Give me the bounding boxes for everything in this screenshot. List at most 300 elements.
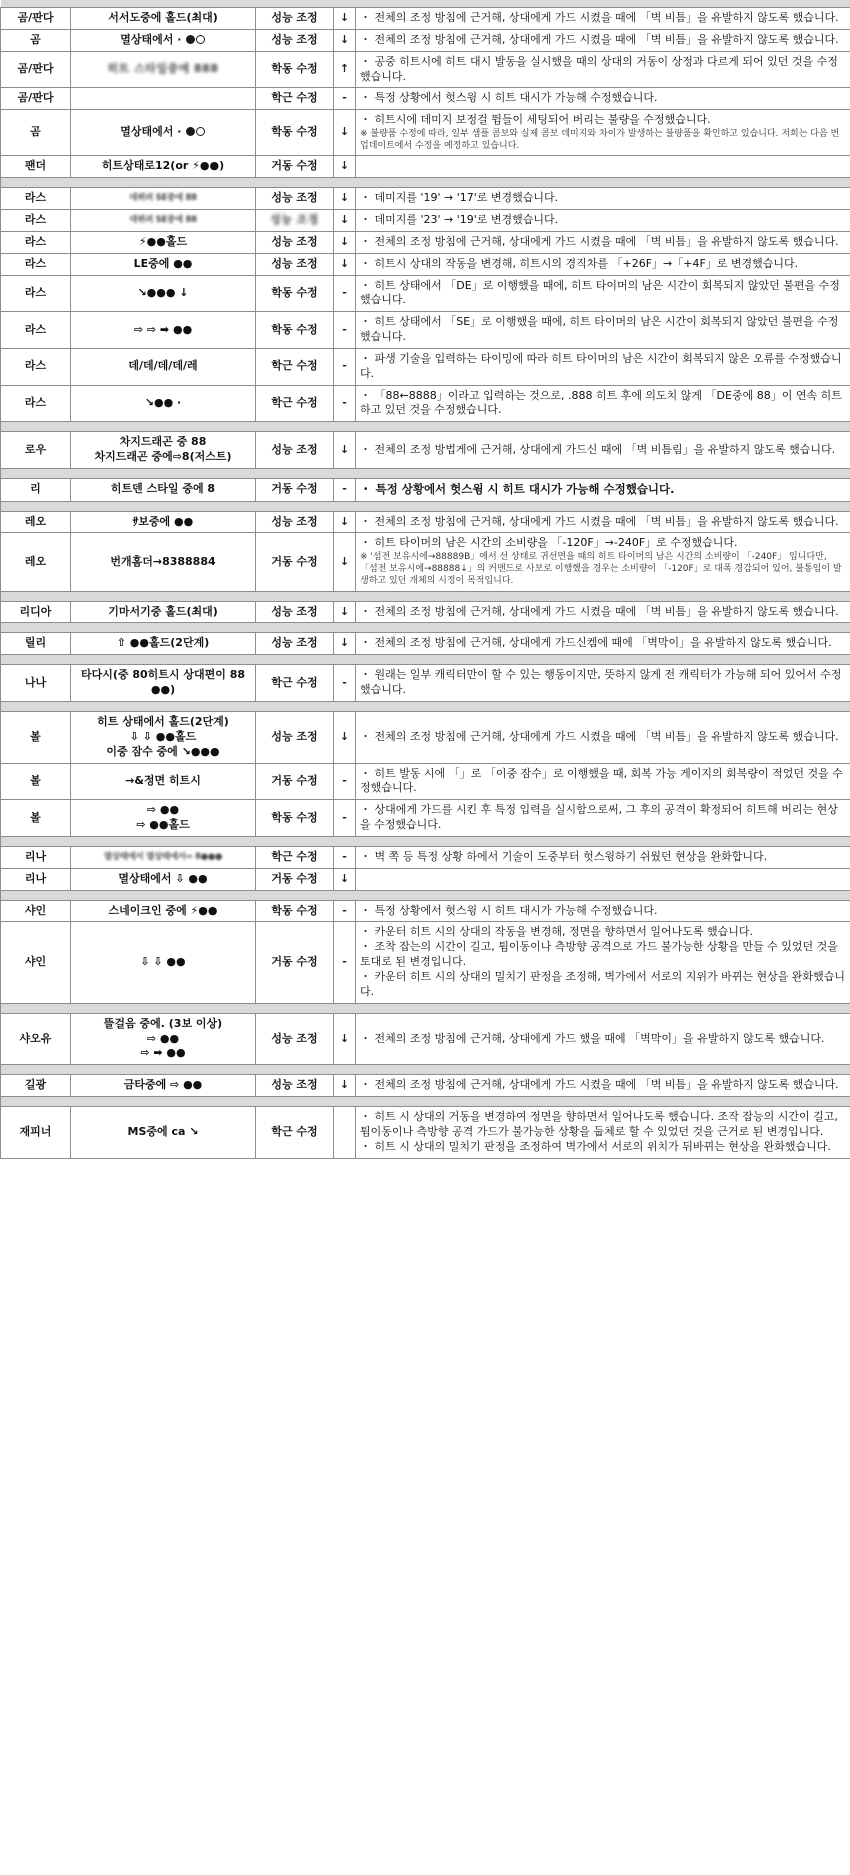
move-command-cell <box>71 511 256 533</box>
description-line: ・ 전체의 조정 방침에 근거해, 상대에게 가드 시켰을 때에 「벽 비틈」을 유발하지 않도록 했습니다. <box>360 11 839 24</box>
table-row <box>1 88 850 110</box>
table-row <box>1 846 850 868</box>
character-name-cell: 팬더 <box>1 156 71 178</box>
move-command-text: 타다시(중 80히트시 상대편이 88 ●●) <box>80 668 246 697</box>
change-description-cell <box>356 800 850 837</box>
move-command-text: 히트덴 스타일 중에 8 <box>110 482 216 496</box>
character-name-cell: 라스 <box>1 312 71 349</box>
section-divider <box>1 702 850 712</box>
character-name-cell: 곰/판다 <box>1 8 71 30</box>
section-divider <box>1 655 850 665</box>
character-name-cell: 나나 <box>1 665 71 702</box>
table-row <box>1 188 850 210</box>
section-divider <box>1 1097 850 1107</box>
move-command-text: 차지드래곤 중 88 <box>119 435 207 449</box>
change-direction-icon: ↓ <box>334 868 356 890</box>
character-name-cell: 샤인 <box>1 922 71 1003</box>
table-row <box>1 763 850 800</box>
change-description-cell <box>356 188 850 210</box>
move-command-text: 멸상태에서 · <box>120 32 182 46</box>
adjustment-type-text: 성능 조정 <box>271 191 318 205</box>
description-line: ・ 데미지를 '19' → '17'로 변경했습니다. <box>360 191 559 205</box>
move-command-cell <box>71 800 256 837</box>
section-divider <box>1 623 850 633</box>
change-direction-icon: - <box>334 665 356 702</box>
adjustment-type-cell <box>256 432 334 469</box>
change-description-cell <box>356 533 850 591</box>
move-command-cell <box>71 51 256 88</box>
move-command-cell <box>71 156 256 178</box>
move-command-text: 멸상태에서 ⇩ ●● <box>118 871 208 885</box>
move-command-text: 뜰걸음 중에. (3보 이상) <box>103 1016 223 1030</box>
change-description-cell <box>356 868 850 890</box>
table-row <box>1 156 850 178</box>
change-description-cell <box>356 846 850 868</box>
adjustment-type-cell <box>256 868 334 890</box>
section-divider <box>1 178 850 188</box>
character-name-cell: 길광 <box>1 1075 71 1097</box>
move-command-text: ⇩ ⇩ ●● <box>140 955 186 969</box>
adjustment-type-cell <box>256 348 334 385</box>
description-line: ・ 히트 타이머의 남은 시간의 소비량을 「-120F」→-240F」로 수정했습니다. <box>360 536 738 550</box>
description-line: ・ 히트시에 데미지 보정걸 뜀들이 세팅되어 버리는 불량을 수정했습니다. <box>360 113 711 127</box>
adjustment-type-cell <box>256 665 334 702</box>
character-name-cell: 리 <box>1 479 71 502</box>
description-line: ・ 전체의 조정 방침에 근거해, 상대에게 가드 시켰을 때에 「벽 비틈」을 유발하지 않도록 했습니다. <box>360 729 839 743</box>
move-command-cell <box>71 633 256 655</box>
move-command-text: MS중에 ca ↘ <box>127 1124 199 1138</box>
table-row <box>1 29 850 51</box>
change-description-cell <box>356 900 850 922</box>
move-command-cell <box>71 533 256 591</box>
description-line: ・ 공중 히트시에 히트 대시 발동을 실시했을 때의 상대의 거동이 상정과 다르게 되어 있던 것을 수정했습니다. <box>360 54 838 83</box>
move-command-cell <box>71 275 256 312</box>
table-row <box>1 210 850 232</box>
change-direction-icon: ↓ <box>334 210 356 232</box>
move-command-small: 멸상태에서 멸상태에서⇨ 8●●● <box>103 851 223 862</box>
patch-notes-body <box>1 0 850 1158</box>
description-line: ・ 히트시 상대의 작동을 변경해, 히트시의 경직차를 「+26F」→「+4F」로 변경했습니다. <box>360 256 799 270</box>
move-command-text: →&정면 히트시 <box>125 773 201 787</box>
adjustment-type-text: 학동 수정 <box>271 62 318 76</box>
move-command-cell <box>71 348 256 385</box>
description-line: ・ 히트 시 상대의 거동을 변경하여 정면을 향하면서 일어나도록 했습니다. 조작 잡능의 시간이 길고, 튐이동이나 측방향 공격 가드가 불가능한 상황을 둡체로 할 수 있었던 것을 근거로 된 변경입니다. <box>360 1110 838 1138</box>
table-row <box>1 385 850 422</box>
adjustment-type-cell <box>256 51 334 88</box>
move-command-alt: 차지드래곤 중에⇨8(저스트) <box>94 450 232 464</box>
description-line: ・ 전체의 조정 방침에 근거해, 상대에게 가드 했을 때에 「벽막이」을 유발하지 않도록 했습니다. <box>360 1031 825 1045</box>
character-name-cell: 라스 <box>1 348 71 385</box>
section-divider <box>1 1003 850 1013</box>
move-command-cell <box>71 1075 256 1097</box>
change-direction-icon: ↓ <box>334 511 356 533</box>
character-name-cell: 볼 <box>1 800 71 837</box>
change-description-cell <box>356 712 850 764</box>
change-description-cell <box>356 110 850 156</box>
adjustment-type-text: 학근 수정 <box>271 359 318 373</box>
table-row <box>1 800 850 837</box>
character-name-cell: 볼 <box>1 763 71 800</box>
adjustment-type-text: 학근 수정 <box>271 396 318 410</box>
change-description-cell <box>356 763 850 800</box>
table-row <box>1 511 850 533</box>
description-line: ・ 「88←8888」이라고 입력하는 것으로, .888 히트 후에 의도치 않게 「DE중에 88」이 연속 히트하고 있던 것을 수정했습니다. <box>360 388 842 417</box>
change-direction-icon: ↓ <box>334 633 356 655</box>
move-command-cell <box>71 210 256 232</box>
character-name-cell: 릴리 <box>1 633 71 655</box>
change-description-cell <box>356 275 850 312</box>
change-direction-icon: - <box>334 800 356 837</box>
table-row <box>1 533 850 591</box>
description-line: ・ 파생 기술을 입력하는 타이밍에 따라 히트 타이머의 남은 시간이 회복되지 않은 오류를 수정했습니다. <box>360 351 842 380</box>
button-icon <box>181 125 205 138</box>
change-description-cell <box>356 432 850 469</box>
adjustment-type-text: 학동 수정 <box>271 125 318 139</box>
table-row <box>1 601 850 623</box>
table-row <box>1 712 850 764</box>
table-row <box>1 1013 850 1065</box>
move-command-alt: ⇨ ●●홀드 <box>136 818 190 832</box>
adjustment-type-text: 성능 조정 <box>271 604 318 618</box>
description-line: ・ 벽 쪽 등 특정 상황 하에서 기술이 도중부터 헛스윙하기 쉬웠던 현상을 완화합니다. <box>360 849 768 863</box>
adjustment-type-cell <box>256 231 334 253</box>
adjustment-type-cell <box>256 479 334 502</box>
adjustment-type-cell <box>256 633 334 655</box>
move-command-cell <box>71 1107 256 1159</box>
adjustment-type-text: 학동 수정 <box>271 903 318 917</box>
move-command-text: 번개홈더→8388884 <box>110 554 216 568</box>
change-direction-icon: ↓ <box>334 231 356 253</box>
change-direction-icon: - <box>334 348 356 385</box>
change-direction-icon: - <box>334 763 356 800</box>
move-command-cell <box>71 253 256 275</box>
adjustment-type-text: 학근 수정 <box>271 1124 318 1138</box>
description-line: ・ 전체의 조정 방법게에 근거해, 상대에게 가드신 때에 「벽 비틈림」을 유발하지 않도록 했습니다. <box>360 442 836 456</box>
adjustment-type-text: 학동 수정 <box>271 322 318 336</box>
adjustment-type-cell <box>256 511 334 533</box>
description-line: ・ 데미지를 '23' → '19'로 변경했습니다. <box>360 213 559 227</box>
move-command-cell <box>71 385 256 422</box>
change-direction-icon: - <box>334 275 356 312</box>
table-row <box>1 275 850 312</box>
adjustment-type-text: 성능 조정 <box>271 636 318 650</box>
change-direction-icon: ↓ <box>334 533 356 591</box>
character-name-cell: 라스 <box>1 253 71 275</box>
table-row <box>1 665 850 702</box>
move-command-text: LE중에 ●● <box>133 256 193 270</box>
move-command-text: 스네이크인 중에 ⚡●● <box>108 903 218 917</box>
table-row <box>1 253 850 275</box>
change-description-cell <box>356 88 850 110</box>
character-name-cell: 라스 <box>1 275 71 312</box>
table-row <box>1 231 850 253</box>
change-direction-icon: ↓ <box>334 1013 356 1065</box>
character-name-cell: 리디아 <box>1 601 71 623</box>
adjustment-type-cell <box>256 312 334 349</box>
section-divider <box>1 591 850 601</box>
character-name-cell: 라스 <box>1 385 71 422</box>
adjustment-type-cell <box>256 763 334 800</box>
description-line: ・ 전체의 조정 방침에 근거해, 상대에게 가드 시켰을 때에 「벽 비틈」을 유발하지 않도록 했습니다. <box>360 514 839 528</box>
adjustment-type-cell <box>256 846 334 868</box>
change-direction-icon: - <box>334 312 356 349</box>
move-command-text: ⇨ ⇨ ➡ ●● <box>133 322 193 336</box>
character-name-cell: 곰/판다 <box>1 51 71 88</box>
description-line: ・ 특정 상황에서 헛스윙 시 히트 대시가 가능해 수정했습니다. <box>360 91 658 105</box>
adjustment-type-cell <box>256 110 334 156</box>
change-description-cell <box>356 922 850 1003</box>
move-command-cell <box>71 763 256 800</box>
move-command-cell <box>71 479 256 502</box>
character-name-cell: 곰 <box>1 110 71 156</box>
move-command-text: 히트 스타일중에 888 <box>107 62 219 76</box>
move-command-text: ⚡●●홀드 <box>138 234 188 248</box>
adjustment-type-cell <box>256 900 334 922</box>
change-direction-icon: ↓ <box>334 432 356 469</box>
change-direction-icon: ↓ <box>334 110 356 156</box>
change-direction-icon: ↓ <box>334 8 356 30</box>
move-command-text: ⇧ ●●홀드(2단계) <box>116 636 210 650</box>
change-description-cell <box>356 1013 850 1065</box>
table-row <box>1 1107 850 1159</box>
change-direction-icon: ↓ <box>334 156 356 178</box>
move-command-cell <box>71 231 256 253</box>
description-line: ・ 카운터 히트 시의 상대의 작동을 변경해, 정면을 향하면서 일어나도록 했습니다. <box>360 925 753 939</box>
move-command-cell <box>71 846 256 868</box>
adjustment-type-cell <box>256 1013 334 1065</box>
section-divider <box>1 422 850 432</box>
description-line: ・ 히트 상태에서 「SE」로 이행했을 때에, 히트 타이머의 남은 시간이 회복되지 않았던 불편을 수정했습니다. <box>360 315 839 344</box>
adjustment-type-cell <box>256 712 334 764</box>
table-row <box>1 110 850 156</box>
section-divider <box>1 1065 850 1075</box>
move-command-cell <box>71 922 256 1003</box>
adjustment-type-text: 성능 조정 <box>270 213 319 227</box>
change-description-cell <box>356 601 850 623</box>
adjustment-type-text: 성능 조정 <box>271 514 318 528</box>
move-command-alt: ⇩ ⇩ ●●홀드 <box>129 729 197 743</box>
change-description-cell <box>356 29 850 51</box>
change-direction-icon <box>334 1107 356 1159</box>
adjustment-type-text: 학근 수정 <box>271 675 318 689</box>
move-command-text: 히트 상태에서 홀드(2단계) <box>97 715 229 728</box>
move-command-cell <box>71 8 256 30</box>
adjustment-type-text: 성능 조정 <box>271 11 318 24</box>
description-line: ・ 전체의 조정 방침에 근거해, 상대에게 가드신켐에 때에 「벽막이」을 유발하지 않도록 했습니다. <box>360 636 832 650</box>
adjustment-type-cell <box>256 385 334 422</box>
table-row <box>1 348 850 385</box>
character-name-cell: 볼 <box>1 712 71 764</box>
adjustment-type-cell <box>256 601 334 623</box>
change-direction-icon: - <box>334 385 356 422</box>
character-name-cell: 샤오유 <box>1 1013 71 1065</box>
adjustment-type-text: 학근 수정 <box>271 91 318 105</box>
adjustment-type-text: 성능 조정 <box>271 442 318 456</box>
change-description-cell <box>356 1107 850 1159</box>
adjustment-type-text: 학동 수정 <box>271 810 318 824</box>
description-line: ※ 불량품 수정에 따라, 일부 샘플 콤보와 실제 콤보 데미지와 차이가 발생하는 불량품을 확인하고 있습니다. 저희는 다음 번 업데이트에서 수정을 예정하고 있습니다. <box>360 129 840 152</box>
character-name-cell: 재피너 <box>1 1107 71 1159</box>
character-name-cell: 곰/판다 <box>1 88 71 110</box>
adjustment-type-text: 거동 수정 <box>271 482 318 496</box>
adjustment-type-cell <box>256 156 334 178</box>
adjustment-type-cell <box>256 922 334 1003</box>
change-description-cell <box>356 665 850 702</box>
character-name-cell: 레오 <box>1 533 71 591</box>
description-line: ・ 히트 시 상대의 밀치기 판정을 조정하여 벽가에서 서로의 위치가 뒤바뀌는 현상을 완화했습니다. <box>360 1139 831 1153</box>
adjustment-type-cell <box>256 8 334 30</box>
section-divider <box>1 836 850 846</box>
character-name-cell: 레오 <box>1 511 71 533</box>
adjustment-type-cell <box>256 800 334 837</box>
change-direction-icon: ↓ <box>334 253 356 275</box>
change-description-cell <box>356 633 850 655</box>
move-command-text: 서서도중에 홀드(최대) <box>108 11 218 24</box>
table-row <box>1 922 850 1003</box>
change-description-cell <box>356 51 850 88</box>
description-line: ・ 히트 발동 시에 「」로 「이중 잠수」로 이행했을 때, 회복 가능 게이지의 회복량이 적었던 것을 수정했습니다. <box>360 766 843 795</box>
change-direction-icon: - <box>334 88 356 110</box>
character-name-cell: 샤인 <box>1 900 71 922</box>
change-direction-icon: - <box>334 922 356 1003</box>
table-row <box>1 479 850 502</box>
change-direction-icon: ↓ <box>334 29 356 51</box>
table-row <box>1 633 850 655</box>
change-description-cell <box>356 8 850 30</box>
adjustment-type-text: 성능 조정 <box>271 1078 318 1092</box>
adjustment-type-cell <box>256 253 334 275</box>
adjustment-type-text: 성능 조정 <box>271 32 318 46</box>
move-command-text: 데/데/데/데/레 <box>128 359 198 373</box>
character-name-cell: 라스 <box>1 231 71 253</box>
change-description-cell <box>356 1075 850 1097</box>
table-row <box>1 51 850 88</box>
description-line: ※ '섬전 보유시에→88889B」에서 선 상태로 귀선면을 때의 히트 타이머의 남은 시간의 소비량이 「-240F」 입니다만, 「섬전 보유시에→88888↓」의 커맨드로 사보로 이행했을 경우는 소비량이 「-120F」로 대폭 경감되어 있어, 불통임이 발생하고 있던 개체의 시정이 목적입니다. <box>360 552 842 587</box>
move-command-cell <box>71 188 256 210</box>
change-direction-icon: ↓ <box>334 601 356 623</box>
move-command-text: 금타중에 ⇨ ●● <box>123 1078 203 1092</box>
move-command-text: 히트상태로12(or ⚡●●) <box>101 159 225 173</box>
description-line: ・ 상대에게 가드를 시킨 후 특정 입력을 실시함으로써, 그 후의 공격이 확정되어 히트해 버리는 현상을 수정했습니다. <box>360 803 838 832</box>
adjustment-type-text: 학동 수정 <box>271 285 318 299</box>
character-name-cell: 라스 <box>1 188 71 210</box>
move-command-small: 데뷔려 SE중에 88 <box>129 192 197 203</box>
change-description-cell <box>356 231 850 253</box>
description-line: ・ 전체의 조정 방침에 근거해, 상대에게 가드 시켰을 때에 「벽 비틈」을 유발하지 않도록 했습니다. <box>360 604 839 618</box>
description-line: ・ 전체의 조정 방침에 근거해, 상대에게 가드 시켰을 때에 「벽 비틈」을 유발하지 않도록 했습니다. <box>360 32 839 46</box>
character-name-cell: 리나 <box>1 846 71 868</box>
change-description-cell <box>356 253 850 275</box>
move-command-text: ⇨ ●● <box>146 803 180 817</box>
move-command-text: ↘●● · <box>144 396 182 410</box>
change-direction-icon: - <box>334 846 356 868</box>
move-command-cell <box>71 868 256 890</box>
description-line: ・ 전체의 조정 방침에 근거해, 상대에게 가드 시켰을 때에 「벽 비틈」을 유발하지 않도록 했습니다. <box>360 1078 839 1092</box>
table-row <box>1 868 850 890</box>
section-divider <box>1 0 850 8</box>
description-line: ・ 특정 상황에서 헛스윙 시 히트 대시가 가능해 수정했습니다. <box>360 903 658 917</box>
adjustment-type-text: 학근 수정 <box>271 849 318 863</box>
character-name-cell: 로우 <box>1 432 71 469</box>
move-command-text: 멸상태에서 · <box>120 125 182 139</box>
change-direction-icon: ↓ <box>334 1075 356 1097</box>
adjustment-type-cell <box>256 29 334 51</box>
adjustment-type-cell <box>256 188 334 210</box>
adjustment-type-cell <box>256 88 334 110</box>
move-command-cell <box>71 665 256 702</box>
table-row <box>1 432 850 469</box>
move-command-text: 기마서기중 홀드(최대) <box>108 604 218 618</box>
table-row <box>1 312 850 349</box>
adjustment-type-text: 거동 수정 <box>271 773 318 787</box>
move-command-alt2: ⇨ ➡ ●● <box>140 1046 186 1060</box>
change-description-cell <box>356 312 850 349</box>
description-line: ・ 카운터 히트 시의 상대의 밀치기 판정을 조정해, 벽가에서 서로의 지위가 바뀌는 현상을 완화했습니다. <box>360 969 845 998</box>
change-description-cell <box>356 479 850 502</box>
change-description-cell <box>356 210 850 232</box>
move-command-cell <box>71 601 256 623</box>
adjustment-type-cell <box>256 275 334 312</box>
character-name-cell: 라스 <box>1 210 71 232</box>
adjustment-type-text: 성능 조정 <box>271 1031 318 1045</box>
move-command-text: ｻ보중에 ●● <box>132 514 194 528</box>
button-icon <box>181 33 205 46</box>
move-command-text: ↘●●● ↓ <box>137 285 189 299</box>
description-line: ・ 원래는 일부 캐릭터만이 할 수 있는 행동이지만, 뜻하지 않게 전 캐릭터가 가능해 되어 있어서 수정했습니다. <box>360 668 842 697</box>
adjustment-type-cell <box>256 533 334 591</box>
change-description-cell <box>356 385 850 422</box>
adjustment-type-text: 거동 수정 <box>271 871 318 885</box>
change-description-cell <box>356 511 850 533</box>
move-command-cell <box>71 88 256 110</box>
adjustment-type-text: 거동 수정 <box>271 159 318 173</box>
description-line: ・ 전체의 조정 방침에 근거해, 상대에게 가드 시켰을 때에 「벽 비틈」을 유발하지 않도록 했습니다. <box>360 234 839 248</box>
adjustment-type-text: 성능 조정 <box>271 729 318 743</box>
description-line: ・ 조착 잡는의 시간이 길고, 튐이동이나 측방향 공격으로 가드 불가능한 상황을 만들 수 있었던 것을 토대로 된 변경입니다. <box>360 940 838 969</box>
adjustment-type-cell <box>256 1107 334 1159</box>
change-description-cell <box>356 156 850 178</box>
adjustment-type-cell <box>256 1075 334 1097</box>
table-row <box>1 900 850 922</box>
adjustment-type-text: 거동 수정 <box>271 554 318 568</box>
change-description-cell <box>356 348 850 385</box>
move-command-cell <box>71 29 256 51</box>
move-command-alt: ⇨ ●● <box>146 1031 180 1045</box>
change-direction-icon: ↓ <box>334 712 356 764</box>
move-command-cell <box>71 432 256 469</box>
description-line: ・ 특정 상황에서 헛스윙 시 히트 대시가 가능해 수정했습니다. <box>360 482 675 496</box>
move-command-cell <box>71 900 256 922</box>
section-divider <box>1 501 850 511</box>
move-command-cell <box>71 1013 256 1065</box>
move-command-cell <box>71 110 256 156</box>
move-command-cell <box>71 712 256 764</box>
section-divider <box>1 469 850 479</box>
table-row <box>1 1075 850 1097</box>
move-command-alt2: 이중 잠수 중에 ↘●●● <box>106 744 220 758</box>
move-command-small: 데뷔려 SE중에 88 <box>129 214 197 225</box>
change-direction-icon: ↓ <box>334 188 356 210</box>
adjustment-type-text: 성능 조정 <box>271 256 318 270</box>
adjustment-type-text: 성능 조정 <box>271 234 318 248</box>
move-command-cell <box>71 312 256 349</box>
character-name-cell: 곰 <box>1 29 71 51</box>
description-line: ・ 히트 상태에서 「DE」로 이행했을 때에, 히트 타이머의 남은 시간이 회복되지 않았던 불편을 수정했습니다. <box>360 278 840 307</box>
change-direction-icon: - <box>334 900 356 922</box>
section-divider <box>1 890 850 900</box>
change-direction-icon: ↑ <box>334 51 356 88</box>
change-direction-icon: - <box>334 479 356 502</box>
